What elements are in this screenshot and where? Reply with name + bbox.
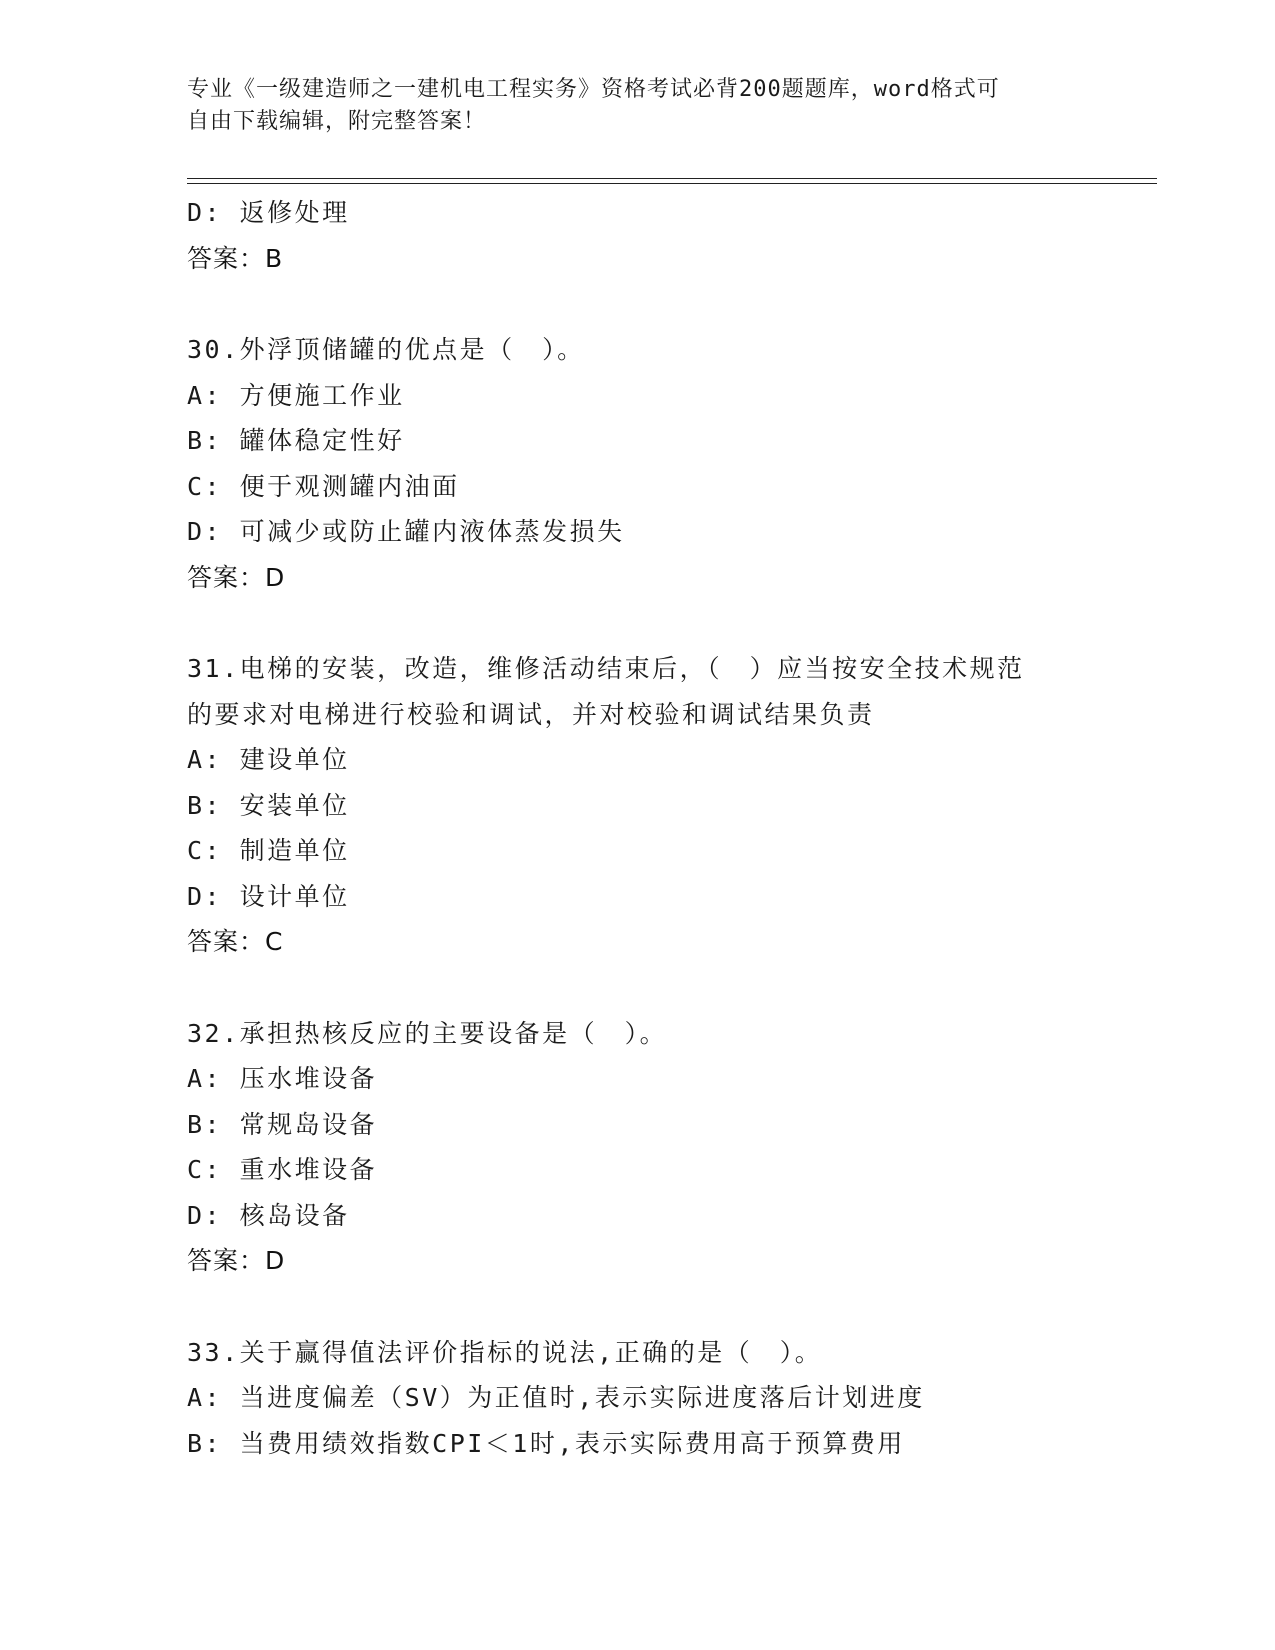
answer-text: 答案：B (187, 243, 284, 273)
header-divider-bottom (187, 183, 1157, 184)
question-text: 32.承担热核反应的主要设备是（ ）。 (187, 1018, 668, 1048)
question-text: 33.关于赢得值法评价指标的说法,正确的是（ ）。 (187, 1337, 823, 1367)
question-33 (187, 1330, 1087, 1467)
spacer (187, 1284, 1087, 1330)
option-a: A: 当进度偏差（SV）为正值时,表示实际进度落后计划进度 (187, 1383, 925, 1412)
option-b: B: 罐体稳定性好 (187, 426, 405, 455)
question-31 (187, 646, 1087, 965)
question-text: 30.外浮顶储罐的优点是（ ）。 (187, 335, 585, 364)
option-a: A: 压水堆设备 (187, 1064, 378, 1093)
header-divider-top (187, 178, 1157, 179)
answer-text: 答案：C (187, 927, 284, 956)
option-a: A: 方便施工作业 (187, 380, 405, 410)
option-a: A: 建设单位 (187, 745, 350, 774)
answer-text: 答案：D (187, 562, 286, 592)
spacer (187, 965, 1087, 1011)
header-title-line-1: 专业《一级建造师之一建机电工程实务》资格考试必背200题题库，word格式可 (187, 77, 1000, 102)
option-d: D: 可减少或防止罐内液体蒸发损失 (187, 517, 625, 546)
question-text-line-2: 的要求对电梯进行校验和调试，并对校验和调试结果负责 (187, 699, 875, 729)
question-list (187, 190, 1087, 1466)
header-title-line-2: 自由下载编辑，附完整答案！ (187, 109, 487, 134)
spacer (187, 600, 1087, 646)
answer-text: 答案：D (187, 1246, 286, 1275)
spacer (187, 281, 1087, 327)
option-c: C: 便于观测罐内油面 (187, 471, 460, 501)
option-c: C: 重水堆设备 (187, 1155, 378, 1184)
question-text-line-1: 31.电梯的安装，改造，维修活动结束后，（ ）应当按安全技术规范 (187, 654, 1025, 683)
option-d: D: 返修处理 (187, 198, 350, 227)
option-b: B: 安装单位 (187, 790, 350, 820)
page-header (187, 74, 1087, 138)
option-b: B: 常规岛设备 (187, 1109, 378, 1139)
option-c: C: 制造单位 (187, 836, 350, 865)
option-d: D: 核岛设备 (187, 1200, 350, 1230)
option-d: D: 设计单位 (187, 881, 350, 911)
question-29 (187, 190, 1087, 281)
question-30 (187, 327, 1087, 600)
option-b: B: 当费用绩效指数CPI＜1时,表示实际费用高于预算费用 (187, 1428, 905, 1458)
question-32 (187, 1011, 1087, 1284)
